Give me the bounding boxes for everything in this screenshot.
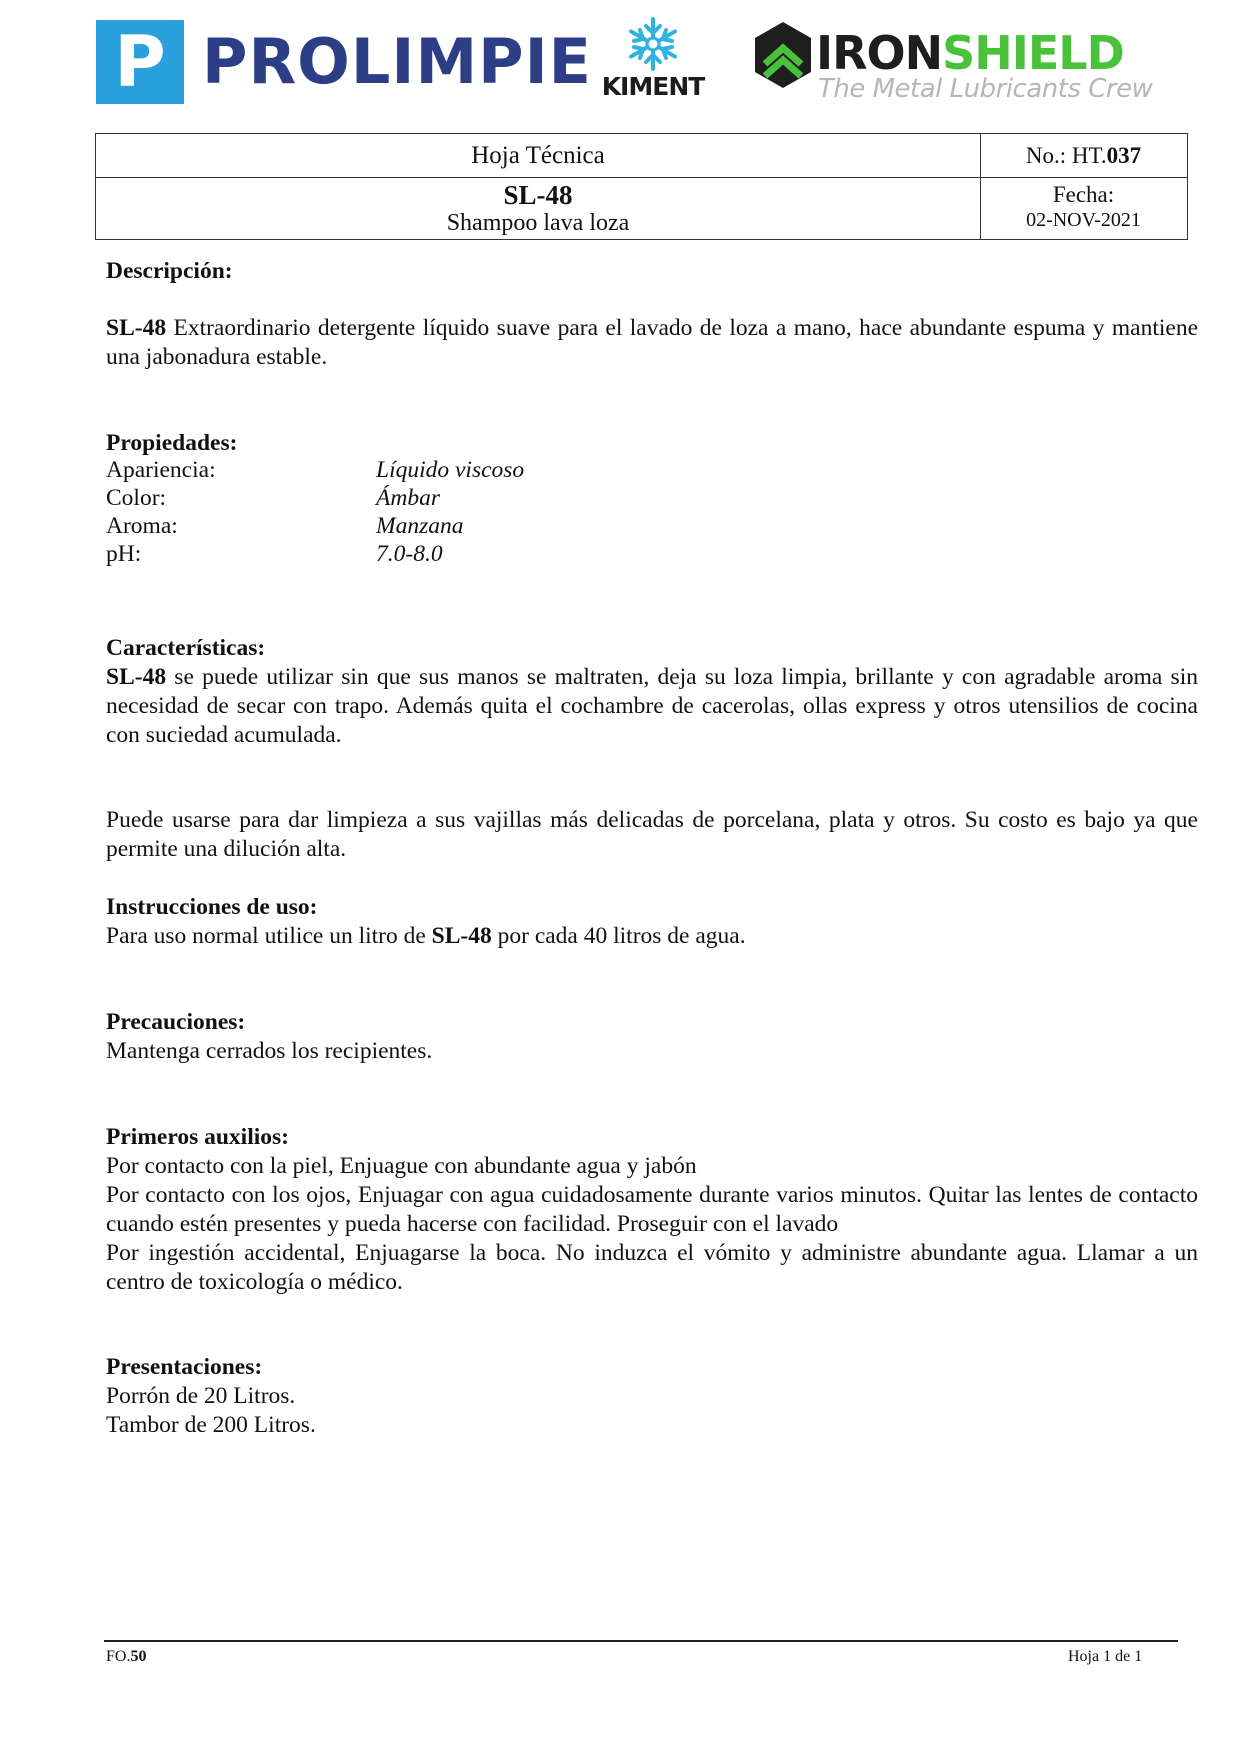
caracteristicas-code: SL-48 xyxy=(106,664,167,690)
doc-number xyxy=(980,134,1187,177)
descripcion-heading: Descripción: xyxy=(106,258,233,284)
auxilio-piel: Por contacto con la piel, Enjuague con abundante agua y jabón xyxy=(106,1153,697,1179)
prop-value: Ámbar xyxy=(376,485,440,511)
instrucciones-after: por cada 40 litros de agua. xyxy=(491,923,746,949)
propiedades-heading: Propiedades: xyxy=(106,430,238,456)
presentaciones-heading: Presentaciones: xyxy=(106,1354,263,1380)
date-value: 02-NOV-2021 xyxy=(1026,209,1141,231)
footer-form xyxy=(106,1648,146,1666)
prop-value: Líquido viscoso xyxy=(376,457,525,483)
ironshield-logo xyxy=(752,18,1192,108)
date-label: Fecha: xyxy=(1052,182,1115,207)
descripcion-text: Extraordinario detergente líquido suave para el lavado de loza a mano, hace abundante espuma y mantiene una jabonadura estable. xyxy=(106,315,1198,370)
descripcion-body xyxy=(106,314,1198,372)
precauciones-heading: Precauciones: xyxy=(106,1009,246,1035)
prop-label: pH: xyxy=(106,541,142,567)
ironshield-word-iron: IRON xyxy=(816,26,943,80)
kiment-wordmark: KIMENT xyxy=(601,72,705,101)
instrucciones-code: SL-48 xyxy=(431,923,492,949)
presentacion-item: Tambor de 200 Litros. xyxy=(106,1412,316,1438)
ironshield-tagline: The Metal Lubricants Crew xyxy=(818,74,1153,104)
prop-row xyxy=(106,484,524,512)
prop-row xyxy=(106,540,524,568)
snowflake-icon xyxy=(622,16,684,72)
prop-label: Apariencia: xyxy=(106,457,216,483)
product-name: Shampoo lava loza xyxy=(446,210,630,236)
footer-divider xyxy=(104,1640,1178,1642)
auxilio-ingestion: Por ingestión accidental, Enjuagarse la boca. No induzca el vómito y administre abundante agua. Llamar a un centro de toxicología o médico. xyxy=(106,1240,1198,1295)
section-primeros-auxilios xyxy=(106,1123,1198,1297)
prop-value: 7.0-8.0 xyxy=(376,541,443,567)
section-presentaciones xyxy=(106,1353,1198,1440)
caracteristicas-heading: Características: xyxy=(106,635,266,661)
prop-label: Aroma: xyxy=(106,513,178,539)
caracteristicas-text-2: Puede usarse para dar limpieza a sus vajillas más delicadas de porcelana, plata y otros. Su costo es bajo ya que permite una dilución alta. xyxy=(106,807,1198,862)
ironshield-word-shield: SHIELD xyxy=(942,26,1124,80)
footer-form-label: FO. xyxy=(106,1648,131,1665)
auxilio-ojos: Por contacto con los ojos, Enjuagar con agua cuidadosamente durante varios minutos. Quitar las lentes de contacto cuando estén presentes y pueda hacerse con facilidad. Proseguir con el lavado xyxy=(106,1182,1198,1237)
presentacion-item: Porrón de 20 Litros. xyxy=(106,1383,296,1409)
prop-row xyxy=(106,512,524,540)
header-table xyxy=(95,133,1188,240)
descripcion-code: SL-48 xyxy=(106,315,167,341)
date-cell xyxy=(980,177,1187,239)
prop-label: Color: xyxy=(106,485,167,511)
propiedades-list xyxy=(106,456,524,568)
caracteristicas-text-1: se puede utilizar sin que sus manos se maltraten, deja su loza limpia, brillante y con agradable aroma sin necesidad de secar con trapo. Además quita el cochambre de cacerolas, ollas express y otros utensilios de cocina con suciedad acumulada. xyxy=(106,664,1198,748)
instrucciones-heading: Instrucciones de uso: xyxy=(106,894,318,920)
section-instrucciones xyxy=(106,893,1198,951)
prolimpie-wordmark: PROLIMPIE xyxy=(202,25,593,98)
section-descripcion xyxy=(106,257,1198,286)
footer-page: Hoja 1 de 1 xyxy=(1068,1648,1143,1665)
prop-value: Manzana xyxy=(376,513,464,539)
caracteristicas-extra xyxy=(106,806,1198,864)
section-precauciones xyxy=(106,1008,1198,1066)
section-propiedades xyxy=(106,429,1198,458)
prolimpie-p-icon xyxy=(96,20,184,104)
doc-number-value: 037 xyxy=(1106,142,1142,168)
ironshield-hexagon-icon xyxy=(752,20,814,90)
precauciones-text: Mantenga cerrados los recipientes. xyxy=(106,1038,433,1064)
kiment-logo xyxy=(598,16,708,108)
prolimpie-logo xyxy=(96,20,592,104)
prolimpie-letter: P xyxy=(114,21,166,103)
doc-type: Hoja Técnica xyxy=(471,141,605,169)
primeros-auxilios-heading: Primeros auxilios: xyxy=(106,1124,289,1150)
product-cell xyxy=(96,177,980,239)
doc-number-label: No.: HT. xyxy=(1025,142,1107,168)
section-caracteristicas xyxy=(106,634,1198,750)
prop-row xyxy=(106,456,524,484)
product-code: SL-48 xyxy=(503,180,573,210)
instrucciones-before: Para uso normal utilice un litro de xyxy=(106,923,432,949)
footer-form-number: 50 xyxy=(130,1648,147,1665)
ironshield-wordmark xyxy=(816,26,1124,80)
